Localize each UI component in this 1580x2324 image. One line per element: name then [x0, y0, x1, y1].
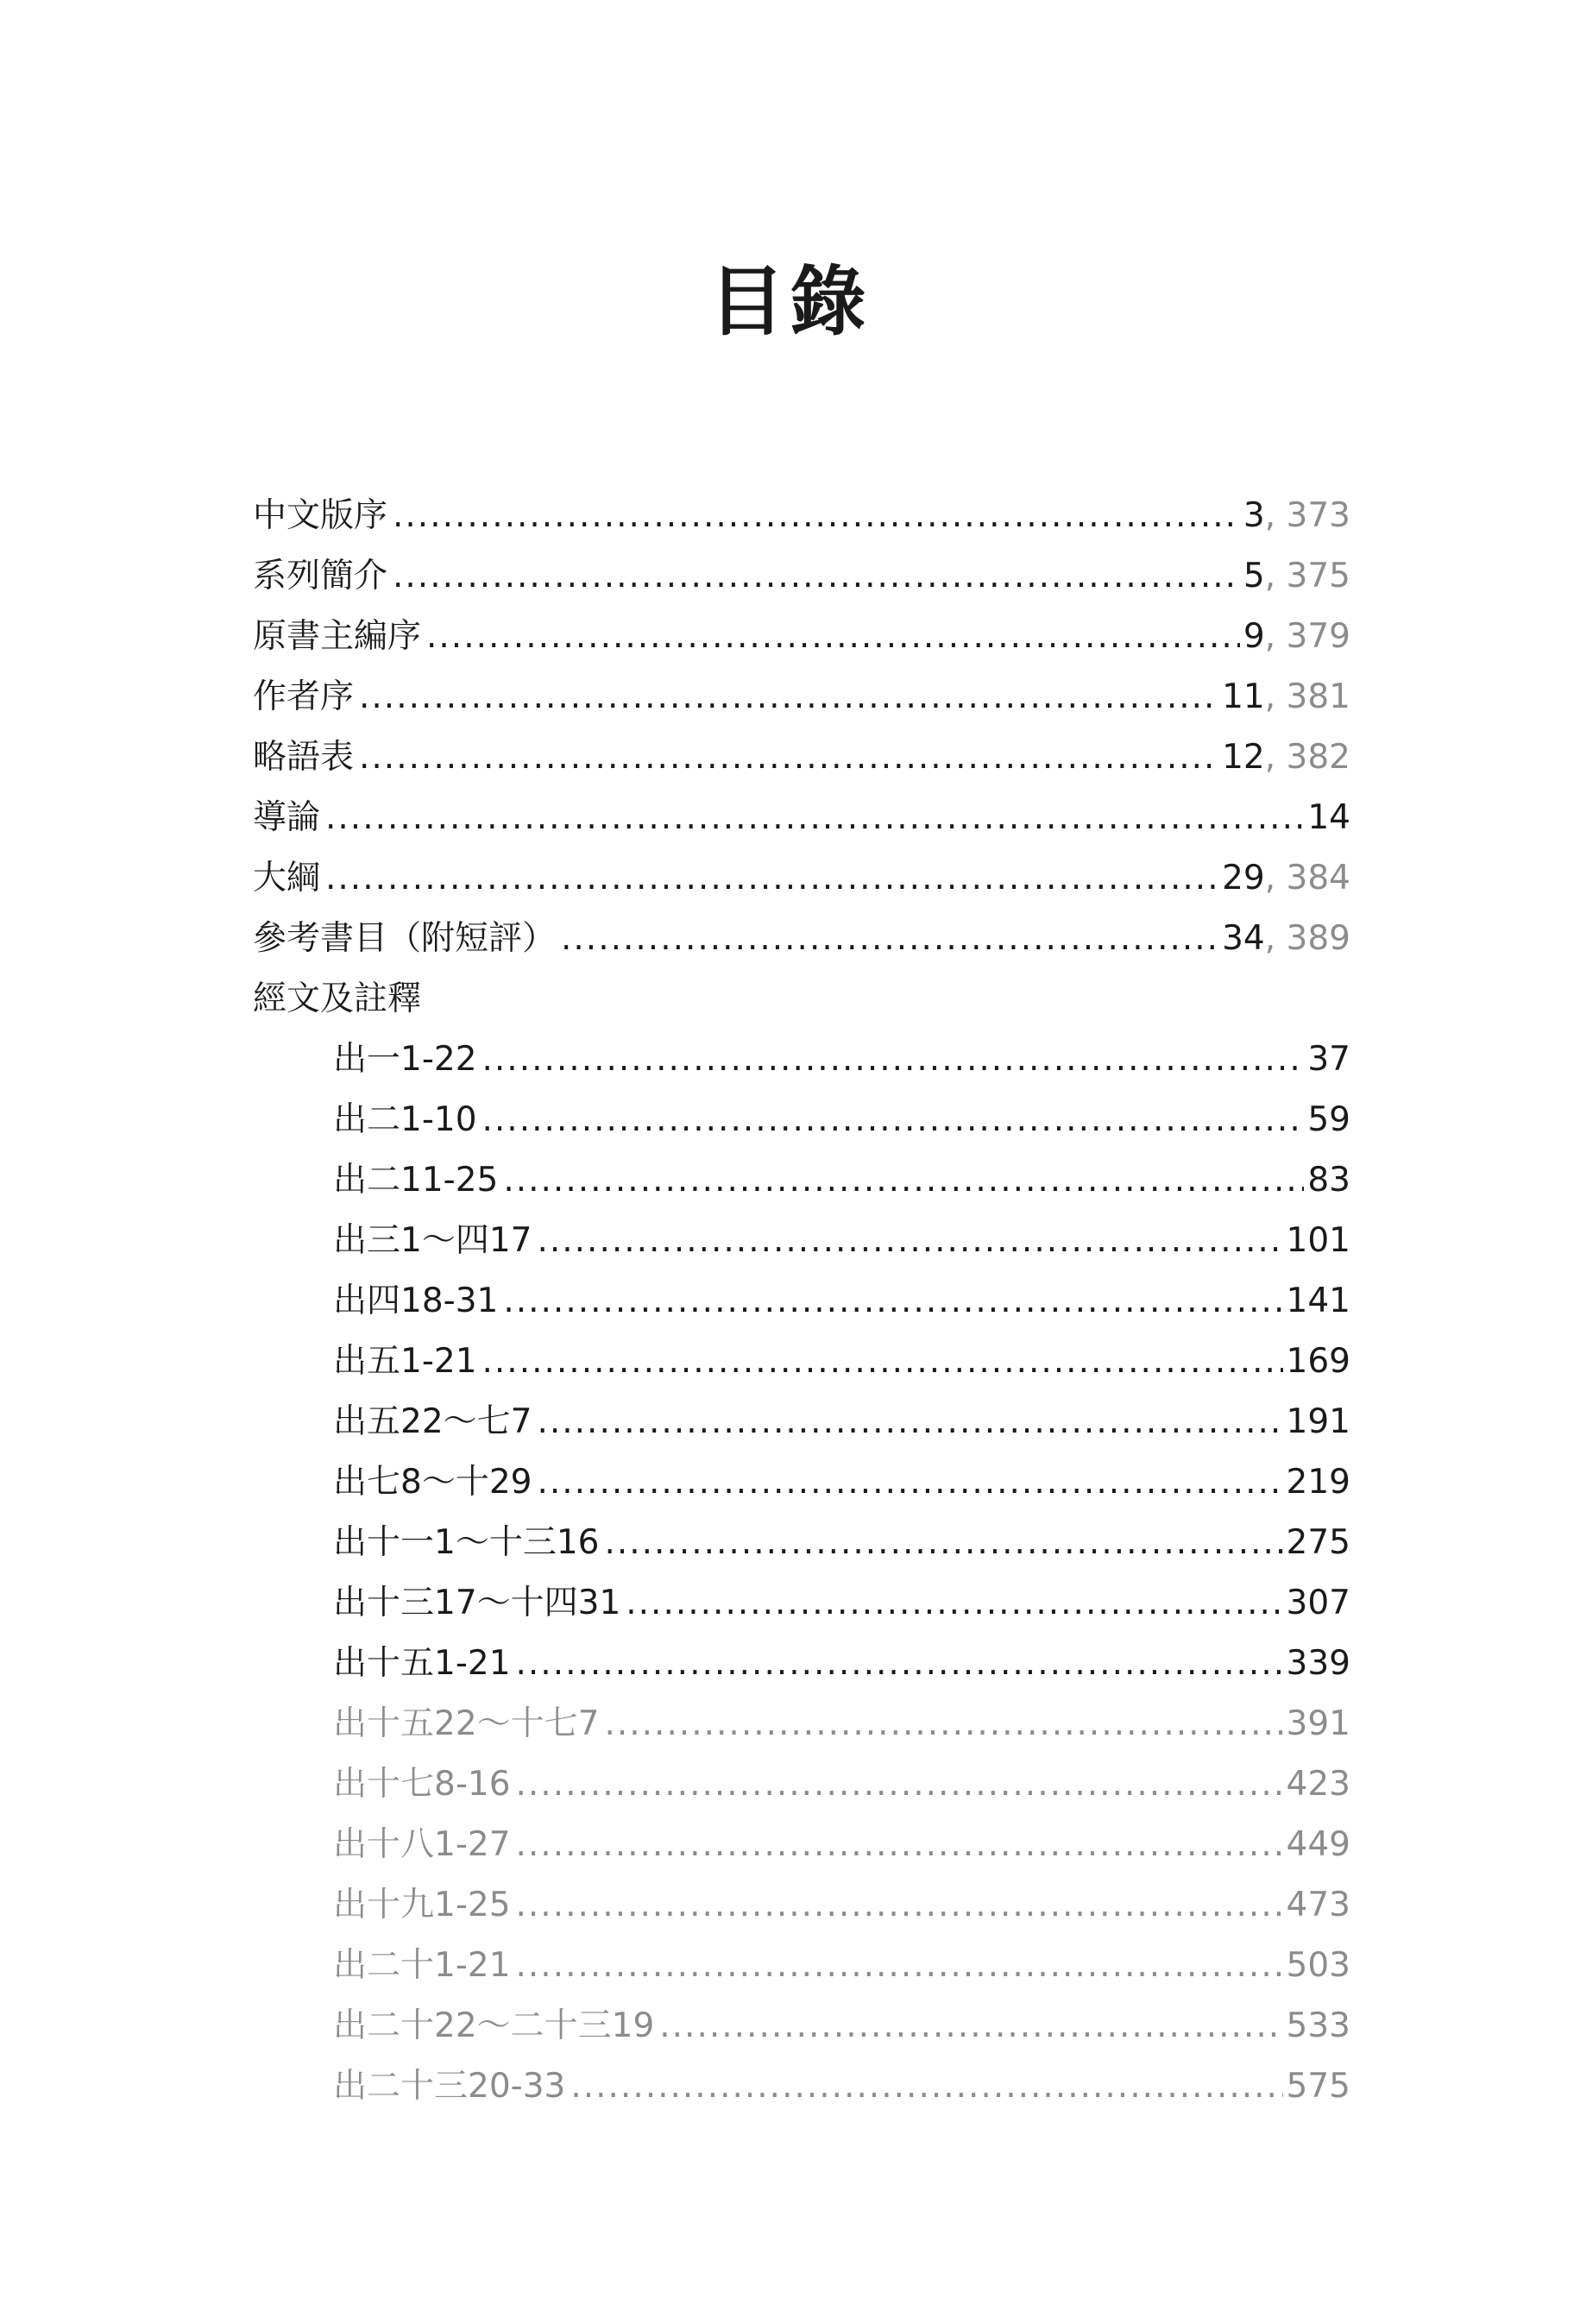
dot-leader	[503, 1271, 1282, 1332]
toc-entry[interactable]	[253, 1211, 1350, 1271]
toc-entry[interactable]	[253, 1936, 1350, 1996]
toc-entry[interactable]	[253, 727, 1350, 788]
toc-entry-pages	[1283, 1332, 1350, 1392]
toc-entry[interactable]	[253, 1030, 1350, 1090]
toc-entry-label: 出七8～十29	[333, 1463, 532, 1502]
toc-entry-pages	[1283, 1815, 1350, 1875]
toc-entry-pages	[1283, 1634, 1350, 1694]
toc-entry[interactable]	[253, 1875, 1350, 1936]
toc-entry-pages	[1240, 607, 1350, 667]
dot-leader	[659, 1996, 1282, 2056]
toc-entry[interactable]	[253, 1271, 1350, 1332]
toc-entry[interactable]	[253, 1452, 1350, 1513]
toc-entry-label: 經文及註釋	[253, 979, 422, 1018]
page-separator: ,	[1264, 738, 1287, 777]
toc-entry-label: 出二1-10	[333, 1100, 477, 1139]
toc-entry[interactable]	[253, 1996, 1350, 2056]
page-number: 219	[1286, 1463, 1350, 1502]
dot-leader	[561, 909, 1218, 969]
table-of-contents	[253, 486, 1350, 2117]
page-number: 169	[1286, 1342, 1350, 1381]
dot-leader	[626, 1573, 1282, 1634]
toc-entry-label: 出二十22～二十三19	[333, 2006, 655, 2045]
secondary-page-number: 373	[1286, 496, 1350, 535]
page-number: 423	[1286, 1765, 1350, 1804]
toc-entry[interactable]	[253, 1392, 1350, 1452]
dot-leader	[325, 788, 1304, 848]
dot-leader	[503, 1150, 1304, 1211]
toc-entry-pages	[1304, 1030, 1350, 1090]
dot-leader	[393, 546, 1240, 607]
toc-entry-pages	[1283, 1694, 1350, 1754]
dot-leader	[537, 1452, 1282, 1513]
dot-leader	[537, 1392, 1282, 1452]
page-number: 11	[1222, 677, 1265, 716]
toc-entry-label: 出十三17～十四31	[333, 1584, 621, 1622]
toc-entry-label: 出二十1-21	[333, 1946, 511, 1985]
toc-entry-label: 出五1-21	[333, 1342, 477, 1381]
toc-entry-pages	[1218, 848, 1350, 909]
page-number: 9	[1243, 617, 1265, 656]
page-number: 5	[1243, 557, 1265, 595]
dot-leader	[516, 1634, 1283, 1694]
page-number: 37	[1307, 1040, 1350, 1079]
toc-entry-pages	[1283, 1452, 1350, 1513]
dot-leader	[516, 1875, 1283, 1936]
secondary-page-number: 379	[1286, 617, 1350, 656]
secondary-page-number: 389	[1286, 919, 1350, 958]
toc-entry[interactable]	[253, 909, 1350, 969]
toc-entry-label: 出十五1-21	[333, 1644, 511, 1683]
toc-entry-pages	[1218, 727, 1350, 788]
dot-leader	[325, 848, 1218, 909]
toc-entry-pages	[1283, 1875, 1350, 1936]
toc-entry-label: 出十五22～十七7	[333, 1704, 600, 1743]
toc-entry[interactable]	[253, 1332, 1350, 1392]
page-number: 14	[1307, 798, 1350, 837]
page-number: 12	[1222, 738, 1265, 777]
page-number: 34	[1222, 919, 1265, 958]
toc-entry-label: 作者序	[253, 677, 355, 716]
toc-entry[interactable]	[253, 607, 1350, 667]
page-separator: ,	[1264, 496, 1287, 535]
page-number: 575	[1286, 2067, 1350, 2106]
dot-leader	[604, 1694, 1282, 1754]
page-number: 307	[1286, 1584, 1350, 1622]
toc-entry[interactable]	[253, 1090, 1350, 1150]
toc-entry-label: 出一1-22	[333, 1040, 477, 1079]
secondary-page-number: 382	[1286, 738, 1350, 777]
dot-leader	[604, 1513, 1282, 1573]
dot-leader	[426, 607, 1240, 667]
toc-entry[interactable]	[253, 667, 1350, 727]
toc-entry-label: 大綱	[253, 859, 321, 897]
toc-entry-label: 出四18-31	[333, 1282, 499, 1320]
toc-entry-pages	[1240, 546, 1350, 607]
toc-entry[interactable]	[253, 2056, 1350, 2117]
page-number: 3	[1243, 496, 1265, 535]
page-number: 339	[1286, 1644, 1350, 1683]
page-title: 目錄	[708, 257, 872, 346]
toc-entry-label: 出二十三20-33	[333, 2067, 566, 2106]
dot-leader	[537, 1211, 1282, 1271]
toc-entry-label: 出二11-25	[333, 1161, 499, 1200]
dot-leader	[393, 486, 1240, 546]
toc-entry-pages	[1240, 486, 1350, 546]
toc-entry-pages	[1283, 1211, 1350, 1271]
toc-entry-pages	[1283, 1271, 1350, 1332]
secondary-page-number: 375	[1286, 557, 1350, 595]
toc-entry-pages	[1283, 1392, 1350, 1452]
dot-leader	[570, 2056, 1282, 2117]
toc-entry-pages	[1283, 1936, 1350, 1996]
toc-entry-pages	[1283, 1513, 1350, 1573]
page-number: 533	[1286, 2006, 1350, 2045]
dot-leader	[516, 1936, 1283, 1996]
page-number: 29	[1222, 859, 1265, 897]
toc-entry[interactable]	[253, 1694, 1350, 1754]
toc-entry-pages	[1218, 667, 1350, 727]
toc-entry-label: 出五22～七7	[333, 1402, 532, 1441]
page-separator: ,	[1264, 617, 1287, 656]
toc-entry-label: 系列簡介	[253, 557, 388, 595]
toc-entry-label: 導論	[253, 798, 321, 837]
page-number: 449	[1286, 1825, 1350, 1864]
toc-entry-pages	[1304, 788, 1350, 848]
toc-entry-label: 略語表	[253, 738, 355, 777]
page-separator: ,	[1264, 677, 1287, 716]
toc-entry-label: 出三1～四17	[333, 1221, 532, 1260]
toc-entry-label: 出十九1-25	[333, 1886, 511, 1924]
toc-entry[interactable]	[253, 546, 1350, 607]
toc-entry-label: 出十一1～十三16	[333, 1523, 600, 1562]
dot-leader	[482, 1030, 1305, 1090]
page-number: 503	[1286, 1946, 1350, 1985]
page-number: 141	[1286, 1282, 1350, 1320]
toc-entry-label: 出十七8-16	[333, 1765, 511, 1804]
toc-entry[interactable]	[253, 486, 1350, 546]
toc-entry-pages	[1283, 1996, 1350, 2056]
page-number: 59	[1307, 1100, 1350, 1139]
dot-leader	[482, 1332, 1283, 1392]
toc-entry[interactable]	[253, 1754, 1350, 1815]
dot-leader	[482, 1090, 1305, 1150]
toc-entry[interactable]	[253, 1150, 1350, 1211]
dot-leader	[359, 727, 1218, 788]
page-separator: ,	[1264, 859, 1287, 897]
toc-entry-label: 原書主編序	[253, 617, 422, 656]
toc-entry-pages	[1283, 1573, 1350, 1634]
toc-entry-label: 參考書目（附短評）	[253, 919, 557, 958]
toc-entry[interactable]	[253, 1573, 1350, 1634]
page-number: 391	[1286, 1704, 1350, 1743]
toc-entry-pages	[1304, 1150, 1350, 1211]
toc-entry-label: 中文版序	[253, 496, 388, 535]
toc-entry[interactable]	[253, 1634, 1350, 1694]
secondary-page-number: 381	[1286, 677, 1350, 716]
page-number: 101	[1286, 1221, 1350, 1260]
dot-leader	[516, 1754, 1283, 1815]
toc-entry[interactable]	[253, 969, 1350, 1030]
toc-entry-pages	[1283, 1754, 1350, 1815]
toc-entry-label: 出十八1-27	[333, 1825, 511, 1864]
page-separator: ,	[1264, 919, 1287, 958]
toc-entry[interactable]	[253, 848, 1350, 909]
toc-entry-pages	[1304, 1090, 1350, 1150]
toc-entry-pages	[1283, 2056, 1350, 2117]
secondary-page-number: 384	[1286, 859, 1350, 897]
toc-entry[interactable]	[253, 1815, 1350, 1875]
toc-entry[interactable]	[253, 788, 1350, 848]
page-number: 83	[1307, 1161, 1350, 1200]
dot-leader	[359, 667, 1218, 727]
dot-leader	[516, 1815, 1283, 1875]
page-number: 473	[1286, 1886, 1350, 1924]
toc-entry[interactable]	[253, 1513, 1350, 1573]
toc-entry-pages	[1218, 909, 1350, 969]
page-separator: ,	[1264, 557, 1287, 595]
page-number: 191	[1286, 1402, 1350, 1441]
page-number: 275	[1286, 1523, 1350, 1562]
